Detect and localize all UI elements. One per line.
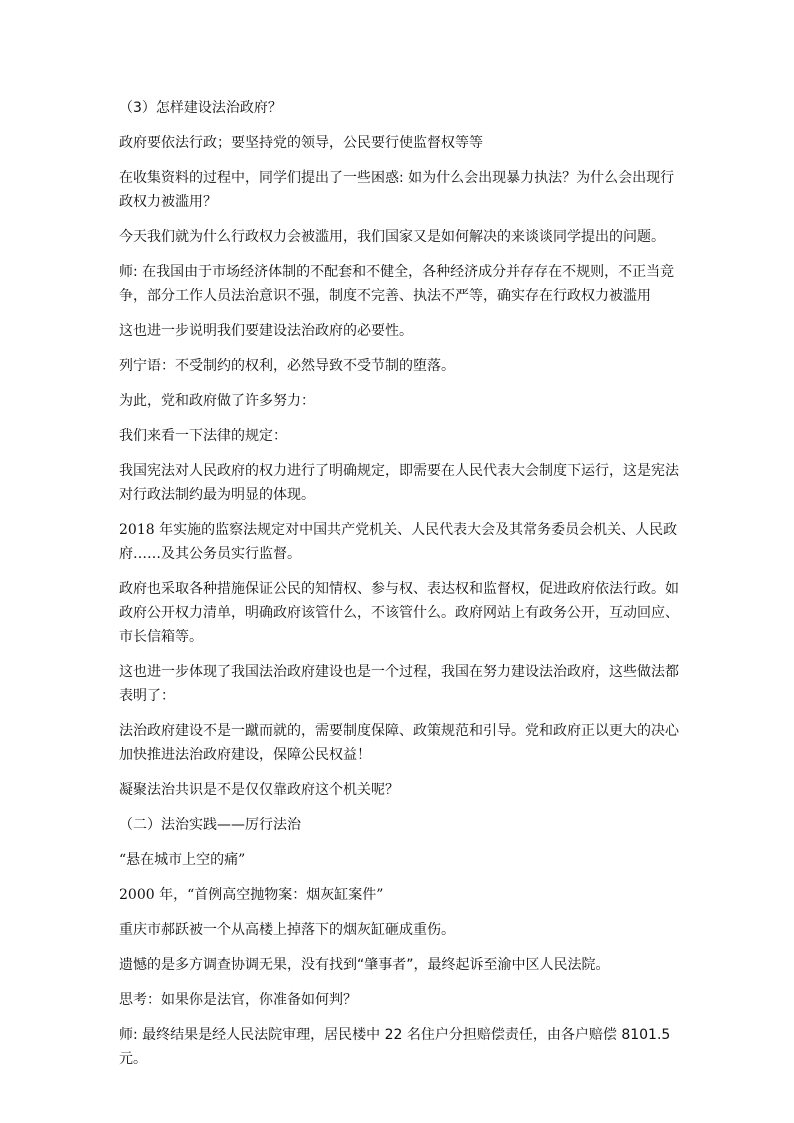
case-investigation-paragraph: 遗憾的是多方调查协调无果，没有找到“肇事者”，最终起诉至渝中区人民法院。 — [119, 957, 610, 973]
section-heading-practice: （二）法治实践——厉行法治 — [119, 817, 301, 833]
government-measures-paragraph: 政府也采取各种措施保证公民的知情权、参与权、表达权和监督权，促进政府依法行政。如政府公开权力清单，明确政府该管什么，不该管什么。政府网站上有政务公开，互动回应、市长信箱等。 — [119, 581, 679, 645]
necessity-paragraph: 这也进一步说明我们要建设法治政府的必要性。 — [119, 323, 413, 339]
constitution-paragraph: 我国宪法对人民政府的权力进行了明确规定，即需要在人民代表大会制度下运行，这是宪法对行政法制约最为明显的体现。 — [119, 463, 679, 503]
thinking-question-paragraph: 思考：如果你是法官，你准备如何判？ — [119, 992, 357, 1008]
section-heading-build-rule-of-law-government: （3）怎样建设法治政府？ — [119, 100, 282, 116]
consensus-question-paragraph: 凝聚法治共识是不是仅仅靠政府这个机关呢？ — [119, 782, 399, 798]
efforts-paragraph: 为此，党和政府做了许多努力： — [119, 393, 315, 409]
document-page — [119, 96, 681, 1082]
law-intro-paragraph: 我们来看一下法律的规定： — [119, 428, 287, 444]
case-result-paragraph: 师: 最终结果是经人民法院审理，居民楼中 22 名住户分担赔偿责任，由各户赔偿 8101.5 元。 — [119, 1027, 671, 1067]
case-year-paragraph: 2000 年，“首例高空抛物案：烟灰缸案件” — [119, 887, 384, 903]
question-paragraph: 在收集资料的过程中，同学们提出了一些困惑: 如为什么会出现暴力执法？为什么会出现行政权力被滥用？ — [119, 170, 675, 210]
case-title-paragraph: “悬在城市上空的痛” — [119, 852, 246, 868]
supervision-law-paragraph: 2018 年实施的监察法规定对中国共产党机关、人民代表大会及其常务委员会机关、人民政府……及其公务员实行监督。 — [119, 522, 678, 562]
discussion-intro-paragraph: 今天我们就为什么行政权力会被滥用，我们国家又是如何解决的来谈谈同学提出的问题。 — [119, 229, 665, 245]
conclusion-paragraph: 法治政府建设不是一蹴而就的，需要制度保障、政策规范和引导。党和政府正以更大的决心加快推进法治政府建设，保障公民权益！ — [119, 723, 679, 763]
process-paragraph: 这也进一步体现了我国法治政府建设也是一个过程，我国在努力建设法治政府，这些做法都表明了： — [119, 664, 679, 704]
lenin-quote-paragraph: 列宁语：不受制约的权利，必然导致不受节制的堕落。 — [119, 358, 455, 374]
case-description-paragraph: 重庆市郝跃被一个从高楼上掉落下的烟灰缸砸成重伤。 — [119, 922, 455, 938]
teacher-explanation-paragraph: 师: 在我国由于市场经济体制的不配套和不健全，各种经济成分并存存在不规则，不正当竞争，部分工作人员法治意识不强，制度不完善、执法不严等，确实存在行政权力被滥用 — [119, 264, 675, 304]
answer-paragraph: 政府要依法行政；要坚持党的领导，公民要行使监督权等等 — [119, 135, 483, 151]
